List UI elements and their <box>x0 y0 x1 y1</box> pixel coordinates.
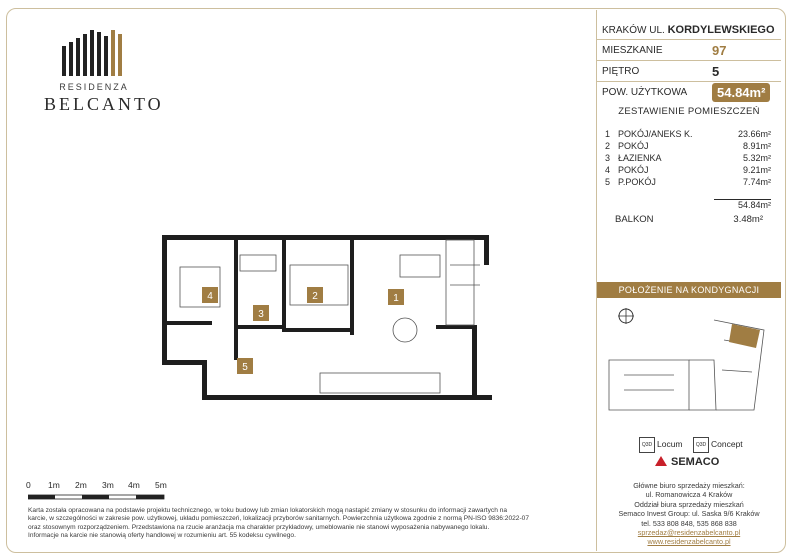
disclaimer-note <box>28 507 588 540</box>
room-area: 7.74m² <box>742 177 771 187</box>
floor-label: PIĘTRO <box>602 66 640 77</box>
room-name: POKÓJ <box>618 141 649 151</box>
location-title: POŁOŻENIE NA KONDYGNACJI <box>597 282 781 298</box>
scale-bar <box>26 480 176 502</box>
room-no: 3 <box>605 153 611 163</box>
room-no: 2 <box>605 141 611 151</box>
room-area: 9.21m² <box>742 165 771 175</box>
room-no: 1 <box>605 129 611 139</box>
note-line: oraz stosownym rozporządzeniem. Przedstawiona na rzucie aranżacja ma charakter przykładowy, umeblowanie nie stanowi wyposażenia nabywanego lokalu. <box>28 523 490 531</box>
room-area: 23.66m² <box>737 129 771 139</box>
scale-label: 5m <box>155 480 167 490</box>
room-name: P.POKÓJ <box>618 177 656 187</box>
contact-email-link[interactable]: sprzedaz@residenzabelcanto.pl <box>637 528 741 538</box>
compass-cross <box>618 308 634 324</box>
concept-logo-icon: Q3D <box>693 437 709 453</box>
brand-locum: Locum <box>657 439 683 449</box>
contact-line: Oddział biura sprzedaży mieszkań <box>634 499 744 509</box>
scale-label: 1m <box>48 480 60 490</box>
contact-line: ul. Romanowicza 4 Kraków <box>645 490 733 500</box>
room-name: ŁAZIENKA <box>618 153 662 163</box>
logo-name: BELCANTO <box>44 94 164 114</box>
contact-info <box>601 481 777 547</box>
scale-label: 3m <box>102 480 114 490</box>
belcanto-logo <box>44 30 164 115</box>
apartment-label: MIESZKANIE <box>602 45 663 56</box>
area-row <box>602 87 778 98</box>
apartment-value: 97 <box>712 43 727 58</box>
area-value-badge: 54.84m² <box>712 83 770 102</box>
scale-label: 0 <box>26 480 31 490</box>
note-line: Karta została opracowana na podstawie projektu technicznego, w toku budowy lub zmian lokatorskich mogą nastąpić zmiany w stosunku do informacji zawartych na <box>28 507 508 514</box>
room-area: 5.32m² <box>742 153 771 163</box>
brand-semaco: SEMACO <box>671 456 720 468</box>
table-row <box>605 140 771 152</box>
rooms-table <box>605 128 771 188</box>
room-no: 4 <box>605 165 611 175</box>
floor-value: 5 <box>712 64 720 79</box>
balcony-row <box>615 214 771 225</box>
room-name: POKÓJ/ANEKS K. <box>618 129 693 139</box>
street-prefix: KRAKÓW UL. <box>602 25 665 36</box>
info-panel <box>596 10 781 551</box>
divider <box>597 81 781 82</box>
brand-concept: Concept <box>711 439 743 449</box>
divider <box>597 60 781 61</box>
logo-subtitle: RESIDENZA <box>59 82 129 92</box>
room-no: 5 <box>605 177 611 187</box>
divider <box>597 39 781 40</box>
semaco-logo-icon <box>655 456 667 466</box>
contact-web-link[interactable]: www.residenzabelcanto.pl <box>647 537 731 547</box>
locum-logo-icon: Q3D <box>639 437 655 453</box>
room-area: 8.91m² <box>742 141 771 151</box>
balcony-value: 3.48m² <box>733 214 763 225</box>
floor-plan <box>150 225 500 405</box>
address-row <box>602 24 778 36</box>
table-row <box>605 176 771 188</box>
contact-line: tel. 533 808 848, 535 868 838 <box>641 518 737 528</box>
apartment-row <box>602 45 778 56</box>
logo-bars-icon <box>60 30 128 76</box>
room-label-2: 2 <box>312 291 318 302</box>
table-row <box>605 152 771 164</box>
street-name: KORDYLEWSKIEGO <box>667 24 775 36</box>
balcony-label: BALKON <box>615 214 654 225</box>
note-line: karcie, w szczególności w zakresie pow. użytkowej, układu pomieszczeń, lokalizacji przyborów sanitarnych. Powierzchnia użytkowa zgodnie z normą PN-ISO 9836:2022-07 <box>28 515 529 523</box>
room-label-1: 1 <box>393 293 399 304</box>
table-row <box>605 128 771 140</box>
floor-row <box>602 66 778 77</box>
room-label-4: 4 <box>207 291 213 302</box>
rooms-total: 54.84m² <box>737 200 771 210</box>
scale-label: 2m <box>75 480 87 490</box>
note-line: Informacje na karcie nie stanowią oferty handlowej w rozumieniu art. 55 kodeksu cywilnego. <box>28 531 296 539</box>
area-label: POW. UŻYTKOWA <box>602 87 688 98</box>
scale-ruler <box>28 493 178 501</box>
contact-line: Semaco Invest Group: ul. Saska 9/6 Kraków <box>618 509 760 519</box>
room-name: POKÓJ <box>618 165 649 175</box>
room-label-5: 5 <box>242 362 248 373</box>
room-label-3: 3 <box>258 309 264 320</box>
contact-line: Główne biuro sprzedaży mieszkań: <box>633 481 745 490</box>
location-map <box>604 300 774 420</box>
scale-label: 4m <box>128 480 140 490</box>
apartment-location-marker <box>729 324 760 348</box>
rooms-title: ZESTAWIENIE POMIESZCZEŃ <box>618 106 760 117</box>
table-row <box>605 164 771 176</box>
